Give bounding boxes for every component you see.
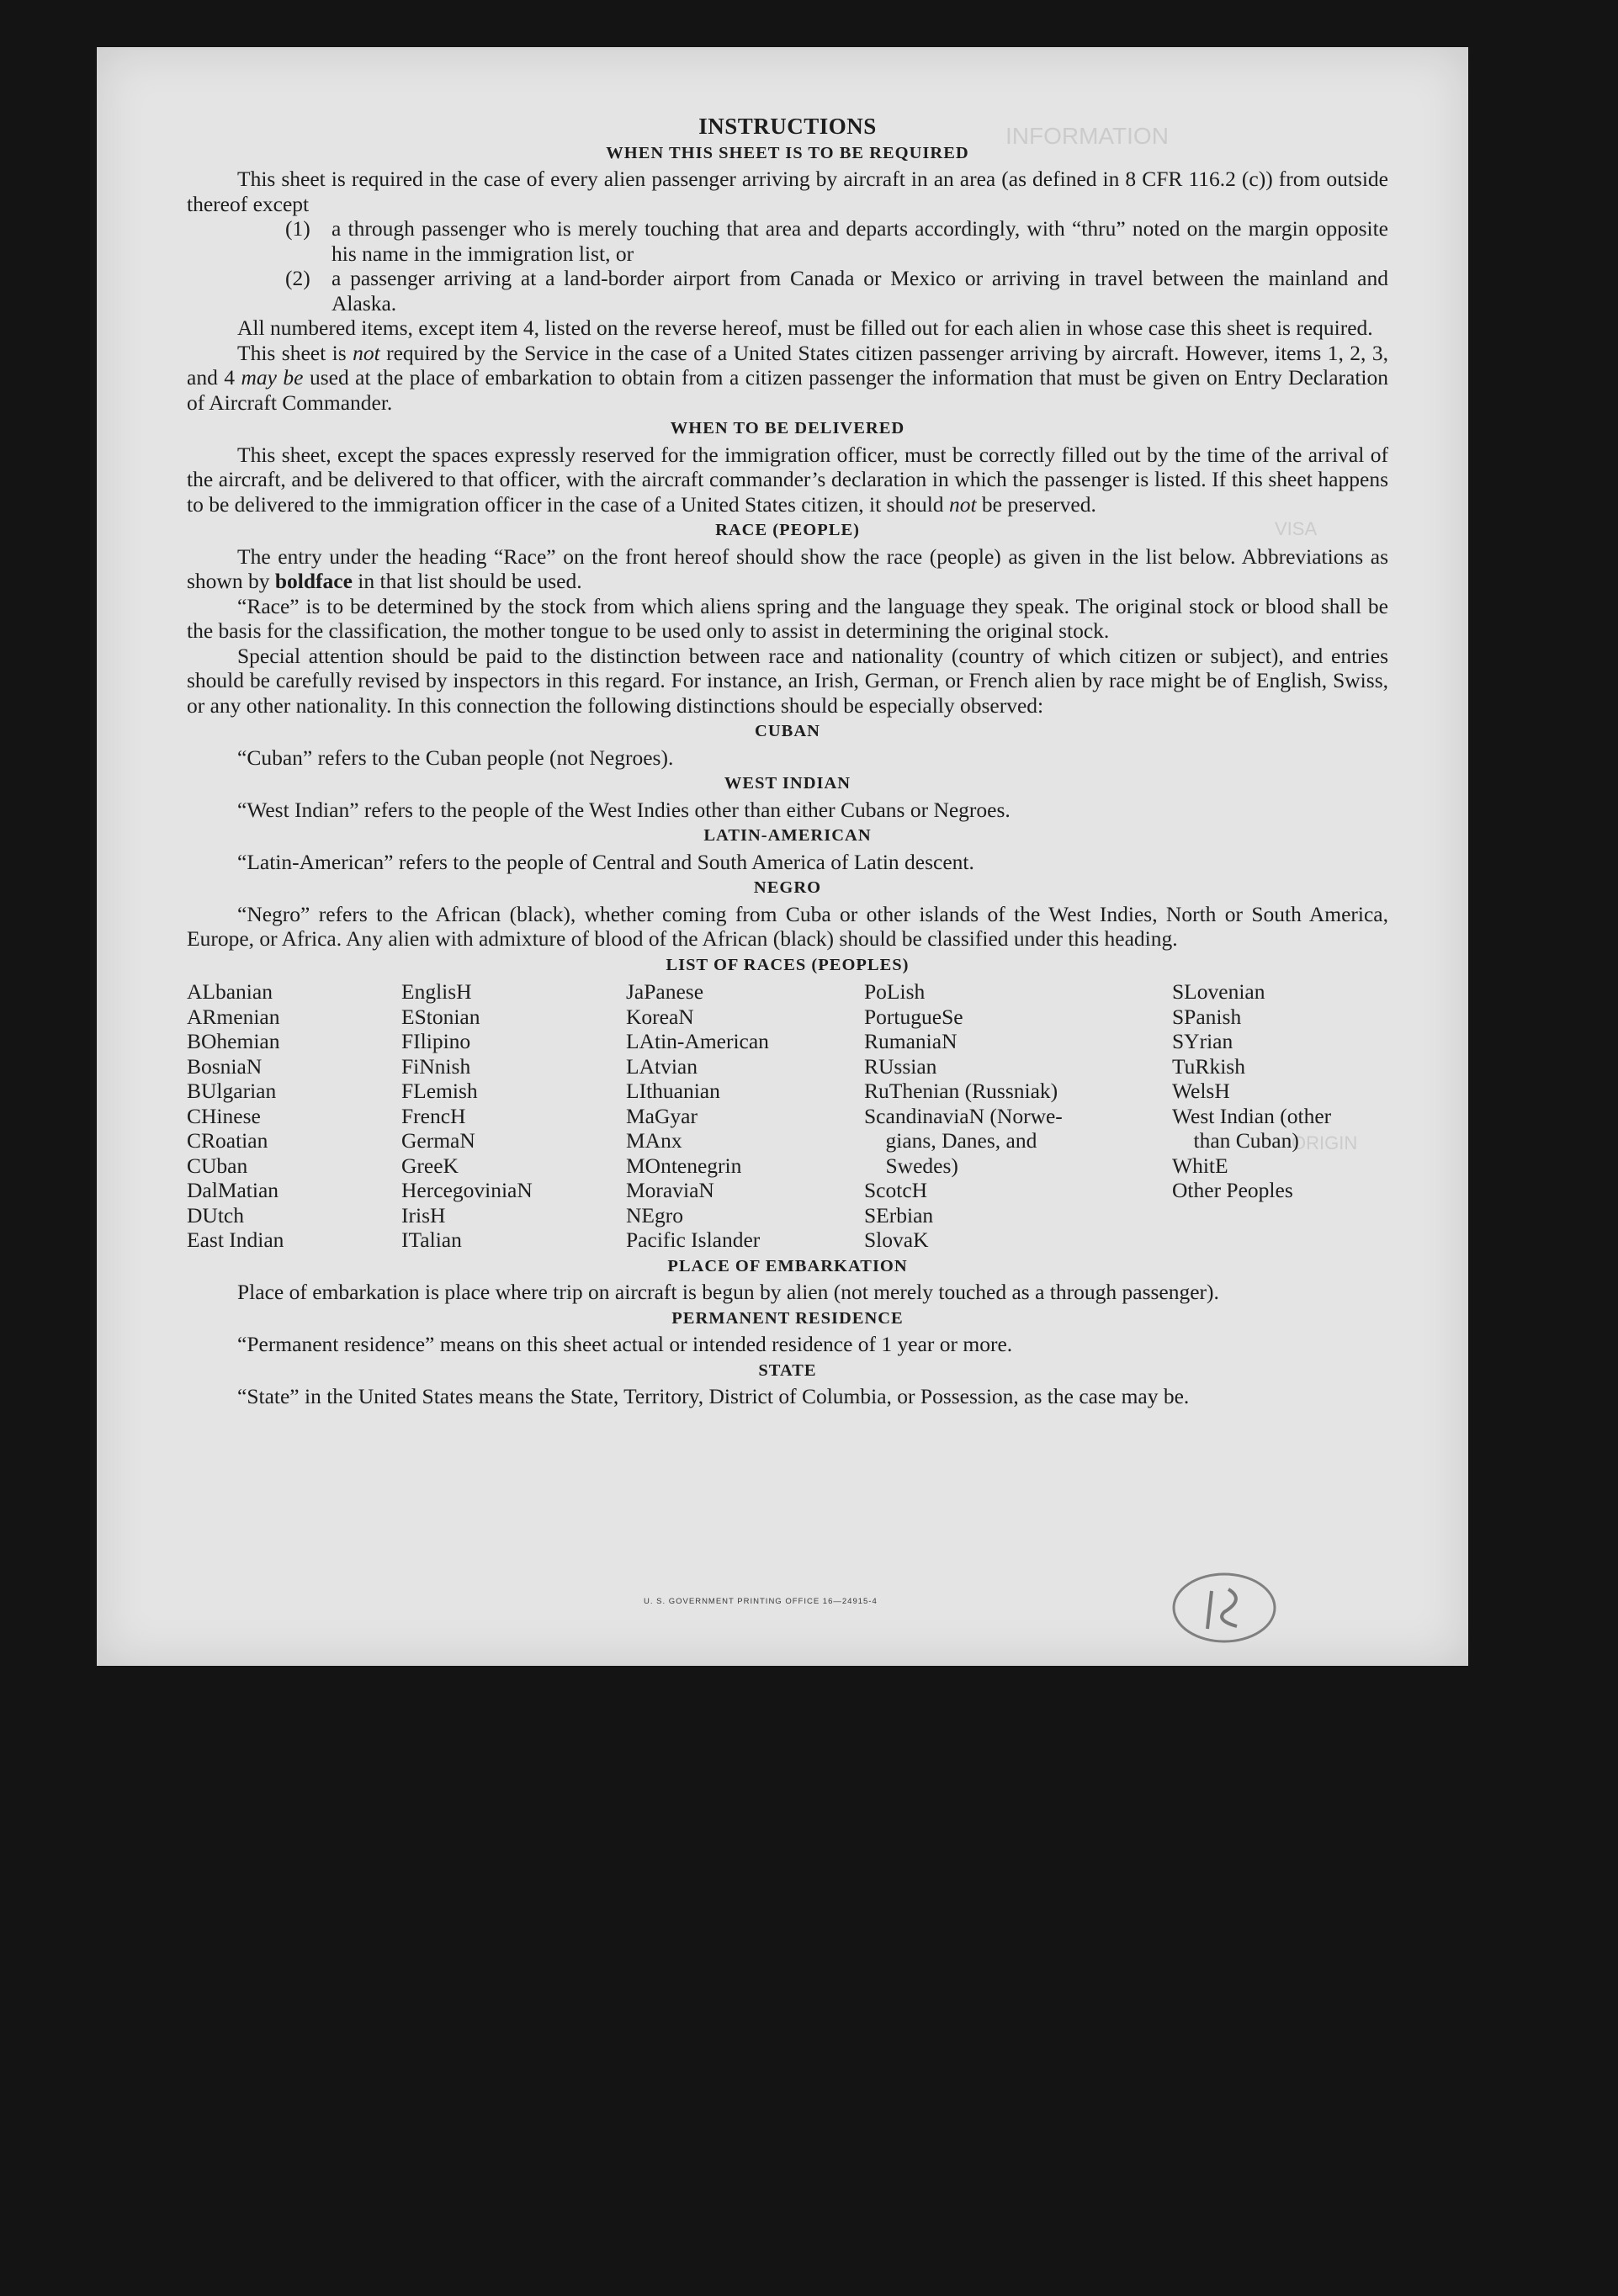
delivered-text-not: not [948, 491, 977, 517]
delivered-text-b: be preserved. [976, 491, 1096, 517]
race-entry: MAnx [626, 1128, 682, 1153]
race-column [864, 979, 1172, 1253]
race-entry: GreeK [401, 1153, 459, 1178]
race-entry: FrencH [401, 1103, 466, 1128]
race-entry: CUban [187, 1153, 248, 1178]
race-entry: LIthuanian [626, 1079, 720, 1103]
citizen-text-b: required by the Service in the case of a United States citizen passenger arriving by aircraft. However, items 1, 2, 3, and 4 [187, 340, 1388, 390]
negro-text: “Negro” refers to the African (black), whether coming from Cuba or other islands of the West Indies, North or South America, Europe, or Africa. Any alien with admixture of blood of the African (black) should be classified under this heading. [187, 901, 1388, 951]
race-column [1172, 979, 1388, 1253]
exception-text: a through passenger who is merely touching that area and departs accordingly, with “thru” noted on the margin opposite his name in the immigration list, or [332, 216, 1388, 266]
printing-office-imprint: U. S. GOVERNMENT PRINTING OFFICE 16—24915-4 [644, 1597, 878, 1606]
race-paragraph-3: Special attention should be paid to the distinction between race and nationality (country of which citizen or subject), and entries should be carefully revised by inspectors in this regard. For instance, an Irish, German, or French alien by race might be of English, Swiss, or any other nationality. In this connection the following distinctions should be especially observed: [187, 643, 1388, 718]
race-entry: PoLish [864, 979, 926, 1004]
race-entry: ScotcH [864, 1178, 928, 1202]
race-entry: BOhemian [187, 1029, 280, 1053]
race-text-boldface: boldface [274, 569, 353, 593]
exception-item [285, 216, 1388, 266]
race-paragraph-2: “Race” is to be determined by the stock from which aliens spring and the language they speak. The original stock or blood shall be the basis for the classification, the mother tongue to be used only to assist in determining the original stock. [187, 593, 1388, 643]
race-column [187, 979, 401, 1253]
race-entry: MOntenegrin [626, 1153, 742, 1178]
race-text-a: The entry under the heading “Race” on the front hereof should show the race (people) as given in the list below. Abbreviations as shown by [187, 544, 1388, 593]
race-text-b: in that list should be used. [352, 569, 582, 593]
race-entry: than Cuban) [1172, 1128, 1299, 1153]
race-entry: LAtin-American [626, 1029, 769, 1053]
exception-item [285, 266, 1388, 316]
race-entry: SYrian [1172, 1029, 1233, 1053]
exception-number: (2) [285, 266, 310, 290]
race-entry: SPanish [1172, 1004, 1242, 1029]
race-entry: DalMatian [187, 1178, 279, 1202]
when-delivered-text [187, 443, 1388, 517]
bleed-through: INFORMATION [1005, 123, 1169, 149]
section-title-state: STATE [758, 1360, 817, 1380]
race-entry: BUlgarian [187, 1079, 277, 1103]
exception-number: (1) [285, 216, 310, 241]
race-entry: SlovaK [864, 1228, 929, 1252]
race-entry: JaPanese [626, 979, 704, 1004]
race-column [626, 979, 864, 1253]
race-entry: FiNnish [401, 1053, 471, 1079]
race-column [401, 979, 626, 1253]
section-title-cuban: CUBAN [755, 722, 820, 740]
race-entry: HercegoviniaN [401, 1178, 533, 1202]
race-entry: WelsH [1172, 1079, 1230, 1103]
race-entry: ALbanian [187, 979, 273, 1004]
race-entry: BosniaN [187, 1053, 263, 1079]
race-paragraph-1 [187, 544, 1388, 594]
race-entry: FIlipino [401, 1029, 471, 1053]
west-indian-text: “West Indian” refers to the people of the West Indies other than either Cubans or Negroes. [237, 797, 1011, 822]
cuban-text: “Cuban” refers to the Cuban people (not Negroes). [237, 745, 674, 770]
race-entry: Swedes) [864, 1153, 958, 1178]
section-title-race: RACE (PEOPLE) [715, 521, 860, 539]
race-entry: GermaN [401, 1128, 475, 1153]
bleed-through: ORIGIN [1292, 1132, 1358, 1153]
residence-text: “Permanent residence” means on this sheet actual or intended residence of 1 year or more. [237, 1332, 1013, 1356]
race-entry: RuThenian (Russniak) [864, 1079, 1058, 1103]
page-title: INSTRUCTIONS [698, 114, 877, 139]
race-entry: NEgro [626, 1202, 683, 1228]
handwritten-page-mark [1165, 1566, 1283, 1650]
race-entry: gians, Danes, and [864, 1128, 1037, 1153]
section-title-when-delivered: WHEN TO BE DELIVERED [670, 419, 905, 437]
latin-american-text: “Latin-American” refers to the people of Central and South America of Latin descent. [237, 849, 974, 874]
race-entry: EnglisH [401, 979, 472, 1004]
citizen-paragraph [187, 341, 1388, 416]
numbered-items-paragraph: All numbered items, except item 4, listed on the reverse hereof, must be filled out for each alien in whose case this sheet is required. [237, 316, 1373, 340]
race-entry: ARmenian [187, 1004, 280, 1029]
race-entry: WhitE [1172, 1153, 1228, 1178]
embarkation-text: Place of embarkation is place where trip on aircraft is begun by alien (not merely touched as a through passenger). [237, 1280, 1219, 1304]
race-entry: DUtch [187, 1202, 244, 1228]
race-entry: LAtvian [626, 1053, 698, 1079]
race-entry: RUssian [864, 1053, 937, 1079]
race-entry: CHinese [187, 1103, 261, 1128]
citizen-text-a: This sheet is [237, 340, 353, 365]
state-text: “State” in the United States means the State, Territory, District of Columbia, or Possession, as the case may be. [237, 1384, 1190, 1408]
race-entry: Pacific Islander [626, 1228, 761, 1252]
document-page [97, 47, 1468, 1666]
citizen-text-maybe: may be [241, 365, 304, 390]
race-entry: FLemish [401, 1079, 478, 1103]
race-entry: PortugueSe [864, 1004, 963, 1029]
race-entry: East Indian [187, 1228, 284, 1252]
delivered-text-a: This sheet, except the spaces expressly reserved for the immigration officer, must be correctly filled out by the time of the arrival of the aircraft, and be delivered to that officer, with the aircraft commander’s declaration in which the passenger is listed. If this sheet happens to be delivered to the immigration officer in the case of a United States citizen, it should [187, 442, 1388, 517]
race-entry: TuRkish [1172, 1053, 1245, 1079]
race-entry: EStonian [401, 1004, 480, 1029]
section-title-embarkation: PLACE OF EMBARKATION [667, 1256, 908, 1275]
race-entry: MoraviaN [626, 1178, 714, 1202]
race-entry: MaGyar [626, 1103, 698, 1128]
race-entry: IrisH [401, 1202, 446, 1228]
race-entry: ITalian [401, 1228, 462, 1252]
when-required-intro: This sheet is required in the case of every alien passenger arriving by aircraft in an area (as defined in 8 CFR 116.2 (c)) from outside thereof except [187, 167, 1388, 216]
section-title-negro: NEGRO [753, 878, 822, 897]
section-title-residence: PERMANENT RESIDENCE [671, 1308, 904, 1328]
exception-text: a passenger arriving at a land-border airport from Canada or Mexico or arriving in travel between the mainland and Alaska. [332, 266, 1388, 316]
race-entry: KoreaN [626, 1004, 694, 1029]
exceptions-list [187, 216, 1388, 316]
race-entry: ScandinaviaN (Norwe- [864, 1103, 1063, 1128]
race-entry: West Indian (other [1172, 1103, 1332, 1128]
race-entry: CRoatian [187, 1128, 268, 1153]
instructions-body [187, 114, 1388, 1409]
race-entry: Other Peoples [1172, 1178, 1293, 1202]
race-entry: SErbian [864, 1202, 934, 1228]
race-entry: SLovenian [1172, 979, 1265, 1004]
race-entry: RumaniaN [864, 1029, 958, 1053]
section-title-latin-american: LATIN-AMERICAN [703, 826, 872, 845]
bleed-through: VISA [1275, 518, 1318, 539]
section-title-west-indian: WEST INDIAN [724, 774, 851, 793]
race-list [187, 979, 1388, 1253]
citizen-text-c: used at the place of embarkation to obtain from a citizen passenger the information that must be given on Entry Declaration of Aircraft Commander. [187, 365, 1388, 415]
citizen-text-not: not [353, 340, 380, 365]
section-title-list-of-races: LIST OF RACES (PEOPLES) [666, 955, 910, 974]
section-title-when-required: WHEN THIS SHEET IS TO BE REQUIRED [606, 143, 969, 162]
